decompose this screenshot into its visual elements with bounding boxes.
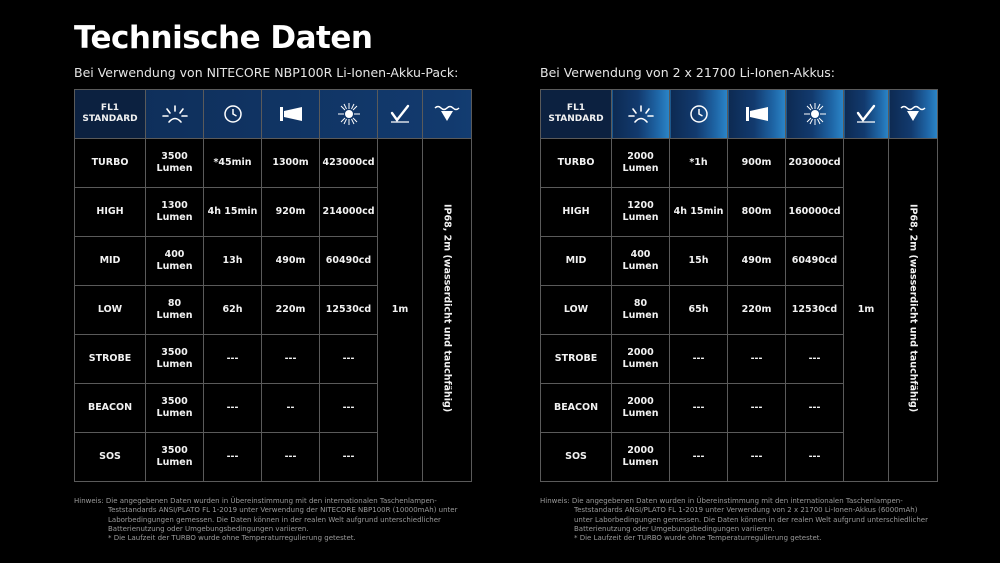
mode-cell: SOS	[541, 433, 612, 482]
lumen-value: 3500	[161, 151, 188, 163]
header-waterproof	[423, 90, 472, 139]
lumen-value: 3500	[161, 347, 188, 359]
lumen-value: 80	[633, 298, 648, 310]
lumen-cell	[612, 286, 670, 335]
distance-icon	[278, 104, 304, 124]
runtime-cell: *45min	[204, 139, 262, 188]
lumen-unit: Lumen	[156, 163, 193, 174]
header-lumen	[612, 90, 670, 139]
lumen-value: 80	[167, 298, 182, 310]
table-row	[75, 139, 472, 188]
mode-cell: HIGH	[541, 188, 612, 237]
lumen-unit: Lumen	[622, 359, 659, 370]
runtime-cell: 4h 15min	[204, 188, 262, 237]
lumen-value: 3500	[161, 445, 188, 457]
intensity-cell: 12530cd	[320, 286, 378, 335]
intensity-cell: 214000cd	[320, 188, 378, 237]
lumen-unit: Lumen	[622, 163, 659, 174]
lumen-cell	[612, 433, 670, 482]
mode-cell: MID	[541, 237, 612, 286]
lumen-unit: Lumen	[156, 457, 193, 468]
distance-icon	[744, 104, 770, 124]
distance-cell: --	[262, 384, 320, 433]
runtime-icon	[689, 104, 709, 124]
header-intensity	[786, 90, 844, 139]
lumen-value: 2000	[627, 445, 654, 457]
intensity-cell: 423000cd	[320, 139, 378, 188]
waterproof-icon	[899, 104, 927, 124]
header-distance	[262, 90, 320, 139]
lumen-unit: Lumen	[156, 310, 193, 321]
runtime-cell: ---	[204, 433, 262, 482]
runtime-cell: ---	[670, 384, 728, 433]
lumen-value: 2000	[627, 151, 654, 163]
lumen-unit: Lumen	[156, 408, 193, 419]
impact-cell: 1m	[844, 139, 889, 482]
note-line: Batterienutzung oder Umgebungsbedingungen variieren.	[108, 524, 309, 533]
distance-cell: ---	[728, 433, 786, 482]
lumen-cell	[146, 335, 204, 384]
left-note	[74, 497, 469, 543]
lumen-value: 1300	[161, 200, 188, 212]
distance-cell: ---	[728, 384, 786, 433]
right-spec-table	[540, 89, 938, 482]
lumen-value: 2000	[627, 396, 654, 408]
lumen-cell	[146, 433, 204, 482]
waterproof-cell	[423, 139, 472, 482]
header-runtime	[670, 90, 728, 139]
runtime-cell: 65h	[670, 286, 728, 335]
header-impact	[378, 90, 423, 139]
waterproof-text: IP68, 2m (wasserdicht und tauchfähig)	[441, 203, 453, 413]
mode-cell: STROBE	[541, 335, 612, 384]
intensity-cell: ---	[786, 335, 844, 384]
waterproof-icon	[433, 104, 461, 124]
mode-cell: HIGH	[75, 188, 146, 237]
right-subtitle: Bei Verwendung von 2 x 21700 Li-Ionen-Akkus:	[540, 65, 835, 80]
waterproof-text: IP68, 2m (wasserdicht und tauchfähig)	[907, 203, 919, 413]
intensity-cell: 160000cd	[786, 188, 844, 237]
left-spec-table	[74, 89, 472, 482]
lumen-unit: Lumen	[156, 261, 193, 272]
distance-cell: 920m	[262, 188, 320, 237]
lumen-unit: Lumen	[622, 261, 659, 272]
lumen-value: 400	[630, 249, 651, 261]
impact-icon	[389, 104, 411, 124]
table-row	[541, 139, 938, 188]
mode-cell: TURBO	[541, 139, 612, 188]
intensity-cell: ---	[786, 433, 844, 482]
lumen-cell	[612, 384, 670, 433]
note-line: * Die Laufzeit der TURBO wurde ohne Temperaturregulierung getestet.	[108, 534, 356, 543]
lumen-unit: Lumen	[622, 408, 659, 419]
intensity-cell: 12530cd	[786, 286, 844, 335]
note-line: Batterienutzung oder Umgebungsbedingungen variieren.	[574, 524, 775, 533]
distance-cell: ---	[262, 335, 320, 384]
page-title: Technische Daten	[74, 20, 373, 56]
runtime-cell: *1h	[670, 139, 728, 188]
left-subtitle: Bei Verwendung von NITECORE NBP100R Li-Ionen-Akku-Pack:	[74, 65, 459, 80]
impact-cell: 1m	[378, 139, 423, 482]
mode-cell: MID	[75, 237, 146, 286]
mode-cell: SOS	[75, 433, 146, 482]
runtime-cell: 13h	[204, 237, 262, 286]
lumen-unit: Lumen	[622, 212, 659, 223]
mode-cell: LOW	[75, 286, 146, 335]
lumen-cell	[612, 139, 670, 188]
intensity-icon	[337, 102, 361, 126]
header-fl1-standard: FL1 STANDARD	[75, 90, 146, 139]
mode-cell: LOW	[541, 286, 612, 335]
note-label: Hinweis:	[74, 497, 106, 505]
runtime-cell: 15h	[670, 237, 728, 286]
intensity-cell: 60490cd	[786, 237, 844, 286]
header-intensity	[320, 90, 378, 139]
runtime-cell: ---	[204, 335, 262, 384]
lumen-icon	[161, 104, 189, 124]
distance-cell: 1300m	[262, 139, 320, 188]
note-line: Teststandards ANSI/PLATO FL 1-2019 unter Verwendung von 2 x 21700 Li-Ionen-Akkus (6000mAh)	[574, 506, 918, 515]
distance-cell: 490m	[262, 237, 320, 286]
note-line: Teststandards ANSI/PLATO FL 1-2019 unter Verwendung der NITECORE NBP100R (10000mAh) unter	[108, 506, 458, 515]
intensity-cell: ---	[320, 335, 378, 384]
right-note	[540, 497, 935, 543]
distance-cell: 900m	[728, 139, 786, 188]
lumen-unit: Lumen	[622, 457, 659, 468]
lumen-cell	[146, 384, 204, 433]
header-impact	[844, 90, 889, 139]
lumen-value: 2000	[627, 347, 654, 359]
lumen-cell	[612, 188, 670, 237]
lumen-value: 400	[164, 249, 185, 261]
distance-cell: 220m	[728, 286, 786, 335]
lumen-cell	[146, 188, 204, 237]
header-fl1-standard: FL1 STANDARD	[541, 90, 612, 139]
mode-cell: BEACON	[75, 384, 146, 433]
mode-cell: TURBO	[75, 139, 146, 188]
lumen-cell	[612, 237, 670, 286]
intensity-cell: ---	[320, 433, 378, 482]
lumen-unit: Lumen	[156, 359, 193, 370]
mode-cell: BEACON	[541, 384, 612, 433]
intensity-cell: 203000cd	[786, 139, 844, 188]
lumen-unit: Lumen	[622, 310, 659, 321]
lumen-cell	[146, 237, 204, 286]
lumen-icon	[627, 104, 655, 124]
distance-cell: 800m	[728, 188, 786, 237]
header-lumen	[146, 90, 204, 139]
lumen-unit: Lumen	[156, 212, 193, 223]
intensity-cell: ---	[786, 384, 844, 433]
mode-cell: STROBE	[75, 335, 146, 384]
note-line: * Die Laufzeit der TURBO wurde ohne Temperaturregulierung getestet.	[574, 534, 822, 543]
lumen-cell	[146, 286, 204, 335]
waterproof-cell	[889, 139, 938, 482]
impact-icon	[855, 104, 877, 124]
distance-cell: 220m	[262, 286, 320, 335]
note-line: unter Laborbedingungen gemessen. Die Daten können in der realen Welt aufgrund unterschiedlicher	[574, 515, 928, 524]
header-waterproof	[889, 90, 938, 139]
lumen-cell	[612, 335, 670, 384]
distance-cell: ---	[728, 335, 786, 384]
lumen-value: 3500	[161, 396, 188, 408]
distance-cell: ---	[262, 433, 320, 482]
runtime-cell: 4h 15min	[670, 188, 728, 237]
lumen-value: 1200	[627, 200, 654, 212]
note-line: Laborbedingungen gemessen. Die Daten können in der realen Welt aufgrund unterschiedlicher	[108, 515, 441, 524]
note-line: Hinweis: Die angegebenen Daten wurden in Übereinstimmung mit den internationalen Taschenlampen-	[74, 497, 437, 505]
note-label: Hinweis:	[540, 497, 572, 505]
header-distance	[728, 90, 786, 139]
runtime-cell: ---	[670, 335, 728, 384]
runtime-cell: ---	[670, 433, 728, 482]
runtime-cell: ---	[204, 384, 262, 433]
intensity-cell: 60490cd	[320, 237, 378, 286]
distance-cell: 490m	[728, 237, 786, 286]
lumen-cell	[146, 139, 204, 188]
runtime-icon	[223, 104, 243, 124]
runtime-cell: 62h	[204, 286, 262, 335]
header-runtime	[204, 90, 262, 139]
intensity-cell: ---	[320, 384, 378, 433]
intensity-icon	[803, 102, 827, 126]
note-line: Hinweis: Die angegebenen Daten wurden in Übereinstimmung mit den internationalen Taschenlampen-	[540, 497, 903, 505]
